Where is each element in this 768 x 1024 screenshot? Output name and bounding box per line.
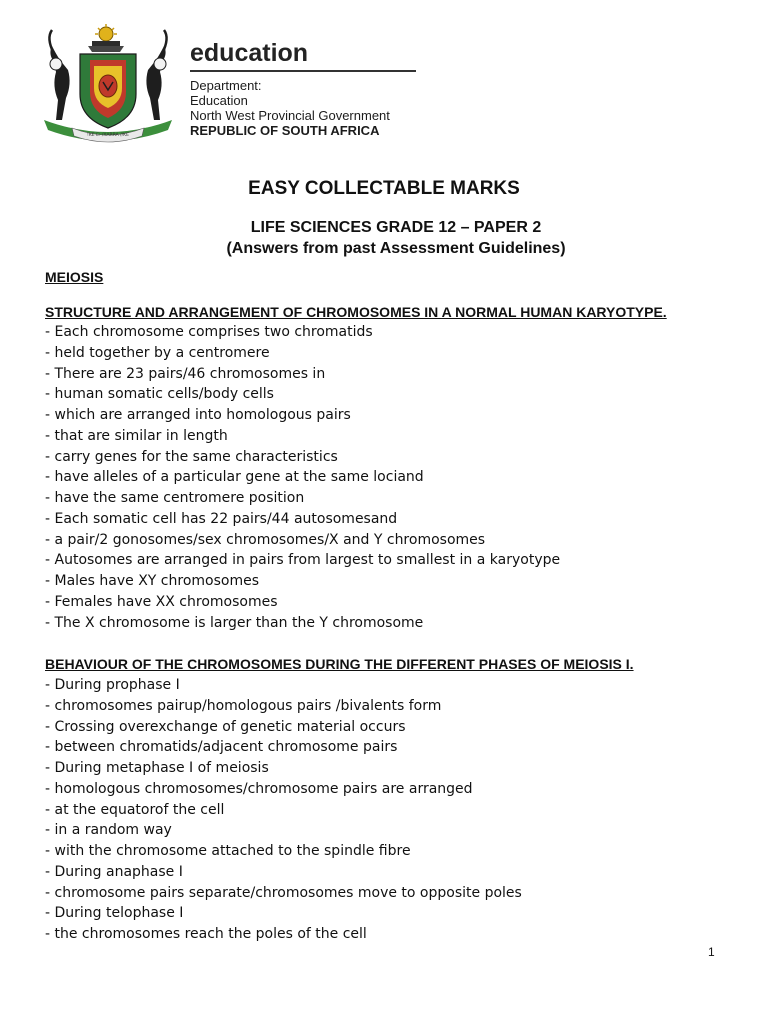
document-header <box>38 24 438 150</box>
list-item: - During metaphase I of meiosis <box>45 760 269 776</box>
department-line: North West Provincial Government <box>190 108 390 123</box>
list-item: - Each chromosome comprises two chromatids <box>45 324 373 340</box>
list-item: - The X chromosome is larger than the Y chromosome <box>45 614 424 631</box>
list-item: - During telophase I <box>45 905 184 922</box>
subtitle-line: (Answers from past Assessment Guidelines) <box>226 240 566 257</box>
department-name: education <box>190 39 309 67</box>
list-item: - that are similar in length <box>45 427 228 444</box>
topic-heading: MEIOSIS <box>45 269 104 285</box>
list-item: - at the equatorof the cell <box>45 801 225 818</box>
list-item: - During prophase I <box>45 677 180 693</box>
coat-of-arms-logo <box>38 24 178 148</box>
list-item: - There are 23 pairs/46 chromosomes in <box>45 365 326 382</box>
subtitle-line: LIFE SCIENCES GRADE 12 – PAPER 2 <box>250 219 542 236</box>
list-item: - Crossing overexchange of genetic material occurs <box>45 718 406 735</box>
list-item: - have alleles of a particular gene at the same lociand <box>45 469 424 486</box>
list-item: - human somatic cells/body cells <box>45 386 274 403</box>
list-item: - During anaphase I <box>45 863 183 880</box>
section-heading-structure: STRUCTURE AND ARRANGEMENT OF CHROMOSOMES IN A NORMAL HUMAN KARYOTYPE. <box>45 304 667 320</box>
list-item: - Females have XX chromosomes <box>45 593 278 610</box>
document-title: EASY COLLECTABLE MARKS <box>248 178 520 199</box>
list-item: - chromosome pairs separate/chromosomes move to opposite poles <box>45 884 522 901</box>
list-item: - have the same centromere position <box>45 490 305 506</box>
department-line: Education <box>190 93 248 108</box>
list-item: - with the chromosome attached to the spindle fibre <box>45 843 411 859</box>
document-subtitle <box>0 217 768 259</box>
list-item: - Autosomes are arranged in pairs from largest to smallest in a karyotype <box>45 552 561 569</box>
list-item: - Males have XY chromosomes <box>45 573 259 589</box>
list-item: - held together by a centromere <box>45 344 270 361</box>
structure-answer-list <box>45 322 560 633</box>
list-item: - between chromatids/adjacent chromosome pairs <box>45 739 398 756</box>
list-item: - the chromosomes reach the poles of the cell <box>45 926 367 942</box>
list-item: - Each somatic cell has 22 pairs/44 autosomesand <box>45 510 398 527</box>
behaviour-answer-list <box>45 675 522 945</box>
header-divider <box>190 70 416 72</box>
department-line: Department: <box>190 78 262 93</box>
page-number: 1 <box>708 945 715 959</box>
svg-text:!KE E: /XARRA //KE: !KE E: /XARRA //KE <box>87 133 129 138</box>
list-item: - chromosomes pairup/homologous pairs /bivalents form <box>45 697 442 714</box>
country-name: REPUBLIC OF SOUTH AFRICA <box>190 123 380 138</box>
list-item: - carry genes for the same characteristics <box>45 448 338 465</box>
department-branding <box>190 38 418 138</box>
section-heading-behaviour: BEHAVIOUR OF THE CHROMOSOMES DURING THE DIFFERENT PHASES OF MEIOSIS I. <box>45 656 634 672</box>
list-item: - in a random way <box>45 822 172 839</box>
list-item: - homologous chromosomes/chromosome pairs are arranged <box>45 780 473 797</box>
list-item: - a pair/2 gonosomes/sex chromosomes/X and Y chromosomes <box>45 531 486 548</box>
list-item: - which are arranged into homologous pairs <box>45 407 351 423</box>
